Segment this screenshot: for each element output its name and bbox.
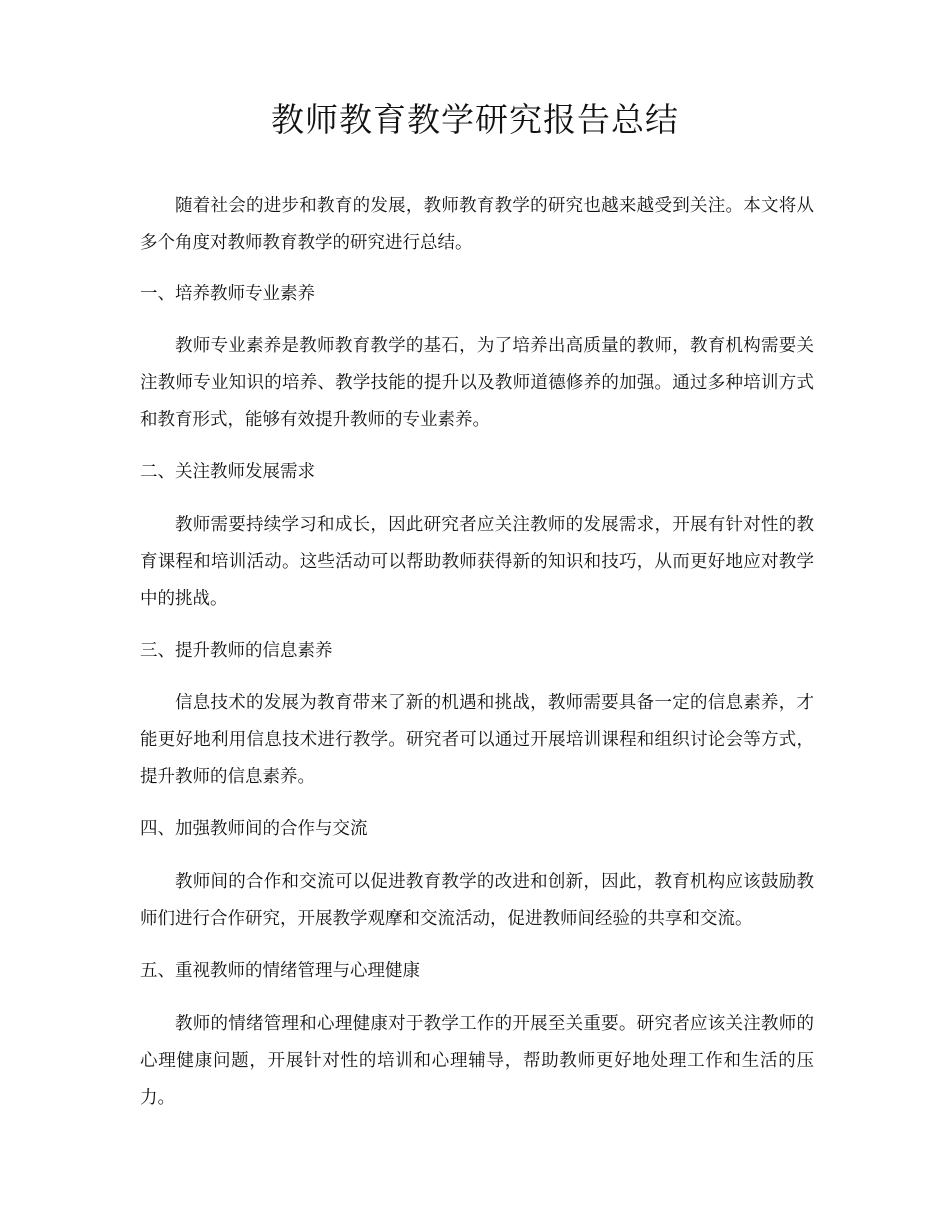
section-body-2: 教师需要持续学习和成长，因此研究者应关注教师的发展需求，开展有针对性的教育课程和培训活动。这些活动可以帮助教师获得新的知识和技巧，从而更好地应对教学中的挑战。 <box>140 515 814 609</box>
section-body-4: 教师间的合作和交流可以促进教育教学的改进和创新，因此，教育机构应该鼓励教师们进行合作研究，开展教学观摩和交流活动，促进教师间经验的共享和交流。 <box>140 872 814 929</box>
intro-paragraph: 随着社会的进步和教育的发展，教师教育教学的研究也越来越受到关注。本文将从多个角度对教师教育教学的研究进行总结。 <box>140 196 814 253</box>
section-body-3: 信息技术的发展为教育带来了新的机遇和挑战，教师需要具备一定的信息素养，才能更好地利用信息技术进行教学。研究者可以通过开展培训课程和组织讨论会等方式，提升教师的信息素养。 <box>140 693 814 787</box>
section-heading-3: 三、提升教师的信息素养 <box>140 641 333 661</box>
section-heading-5: 五、重视教师的情绪管理与心理健康 <box>140 961 420 981</box>
section-body-5: 教师的情绪管理和心理健康对于教学工作的开展至关重要。研究者应该关注教师的心理健康问题，开展针对性的培训和心理辅导，帮助教师更好地处理工作和生活的压力。 <box>140 1014 814 1108</box>
section-heading-4: 四、加强教师间的合作与交流 <box>140 819 368 839</box>
section-heading-2: 二、关注教师发展需求 <box>140 462 315 482</box>
section-heading-1: 一、培养教师专业素养 <box>140 284 315 304</box>
document-title: 教师教育教学研究报告总结 <box>271 100 679 139</box>
section-body-1: 教师专业素养是教师教育教学的基石，为了培养出高质量的教师，教育机构需要关注教师专业知识的培养、教学技能的提升以及教师道德修养的加强。通过多种培训方式和教育形式，能够有效提升教师的专业素养。 <box>140 336 814 430</box>
